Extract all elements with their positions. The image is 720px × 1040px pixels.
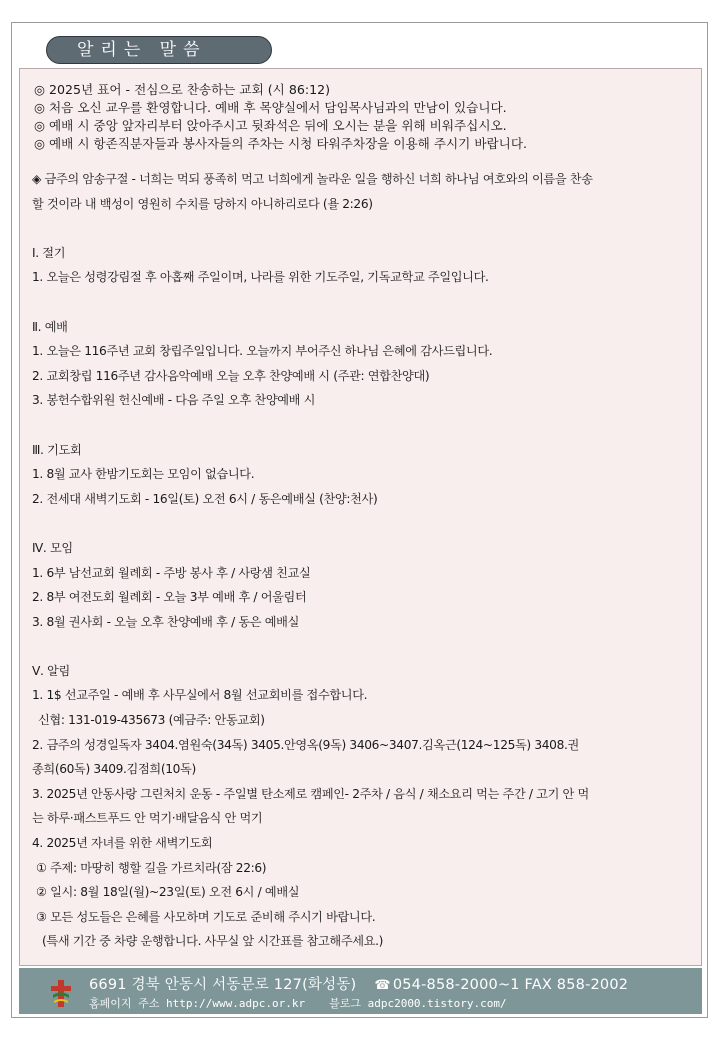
list-item: 1. 오늘은 116주년 교회 창립주일입니다. 오늘까지 부어주신 하나님 은혜에 감사드립니다. bbox=[32, 344, 493, 359]
list-item: ③ 모든 성도들은 은혜를 사모하며 기도로 준비해 주시기 바랍니다. bbox=[36, 909, 376, 924]
notice-welcome: ◎ 처음 오신 교우를 환영합니다. 예배 후 목양실에서 담임목사님과의 만남이 있습니다. bbox=[34, 100, 507, 115]
church-web-links bbox=[89, 995, 507, 1011]
address-text: 6691 경북 안동시 서동문로 127(화성동) bbox=[89, 977, 357, 993]
section-title: 알리는 말씀 bbox=[46, 36, 272, 64]
list-item: 신협: 131-019-435673 (예금주: 안동교회) bbox=[38, 713, 265, 728]
list-item: 1. 1$ 선교주일 - 예배 후 사무실에서 8월 선교회비를 접수합니다. bbox=[32, 688, 368, 703]
section-heading-prayer: Ⅲ. 기도회 bbox=[32, 442, 82, 457]
section-heading-meetings: Ⅳ. 모임 bbox=[32, 540, 73, 555]
list-item: 는 하루·패스트푸드 안 먹기·배달음식 안 먹기 bbox=[32, 811, 263, 826]
church-cross-logo-icon bbox=[49, 978, 73, 1008]
list-item: 1. 오늘은 성령강림절 후 아홉째 주일이며, 나라를 위한 기도주일, 기독교학교 주일입니다. bbox=[32, 270, 489, 285]
notice-motto: ◎ 2025년 표어 - 전심으로 찬송하는 교회 (시 86:12) bbox=[34, 82, 331, 97]
section-heading-worship: Ⅱ. 예배 bbox=[32, 319, 68, 334]
list-item: 3. 8월 권사회 - 오늘 오후 찬양예배 후 / 동은 예배실 bbox=[32, 614, 299, 629]
list-item: ② 일시: 8월 18일(월)~23일(토) 오전 6시 / 예배실 bbox=[36, 885, 300, 900]
memory-verse-line-2: 할 것이라 내 백성이 영원히 수치를 당하지 아니하리로다 (욜 2:26) bbox=[32, 196, 373, 211]
list-item: 3. 2025년 안동사랑 그린처치 운동 - 주일별 탄소제로 캠페인- 2주차 / 음식 / 채소요리 먹는 주간 / 고기 안 먹 bbox=[32, 786, 589, 801]
list-item: 1. 8월 교사 한밤기도회는 모임이 없습니다. bbox=[32, 467, 255, 482]
blog-link[interactable]: 블로그 adpc2000.tistory.com/ bbox=[329, 997, 507, 1010]
phone-icon: ☎ bbox=[374, 978, 391, 993]
notice-parking: ◎ 예배 시 항존직분자들과 봉사자들의 주차는 시청 타워주차장을 이용해 주시기 바랍니다. bbox=[34, 136, 527, 151]
list-item: 2. 전세대 새벽기도회 - 16일(토) 오전 6시 / 동은예배실 (찬양:천사) bbox=[32, 491, 378, 506]
list-item: 1. 6부 남선교회 월례회 - 주방 봉사 후 / 사랑샘 친교실 bbox=[32, 565, 311, 580]
list-item: 2. 금주의 성경일독자 3404.염원숙(34독) 3405.안영옥(9독) 3406~3407.김옥근(124~125독) 3408.권 bbox=[32, 737, 579, 752]
church-address bbox=[89, 973, 628, 994]
church-footer bbox=[19, 968, 702, 1014]
announcements-panel bbox=[19, 68, 702, 966]
list-item: 종희(60독) 3409.김점희(10독) bbox=[32, 762, 196, 777]
list-item: 2. 8부 여전도회 월례회 - 오늘 3부 예배 후 / 어울림터 bbox=[32, 590, 307, 605]
phone-fax-text: 054-858-2000~1 FAX 858-2002 bbox=[392, 977, 629, 993]
list-item: 3. 봉헌수합위원 헌신예배 - 다음 주일 오후 찬양예배 시 bbox=[32, 393, 316, 408]
memory-verse-line-1: ◈ 금주의 암송구절 - 너희는 먹되 풍족히 먹고 너희에게 놀라운 일을 행하신 너희 하나님 여호와의 이름을 찬송 bbox=[32, 172, 593, 186]
list-item: 2. 교회창립 116주년 감사음악예배 오늘 오후 찬양예배 시 (주관: 연합찬양대) bbox=[32, 368, 430, 383]
list-item: (특새 기간 중 차량 운행합니다. 사무실 앞 시간표를 참고해주세요.) bbox=[42, 934, 384, 949]
section-heading-announcements: Ⅴ. 알림 bbox=[32, 663, 70, 678]
list-item: 4. 2025년 자녀를 위한 새벽기도회 bbox=[32, 836, 213, 851]
section-heading-season: Ⅰ. 절기 bbox=[32, 245, 66, 260]
notice-seating: ◎ 예배 시 중앙 앞자리부터 앉아주시고 뒷좌석은 뒤에 오시는 분을 위해 비워주십시오. bbox=[34, 118, 507, 133]
list-item: ① 주제: 마땅히 행할 길을 가르치라(잠 22:6) bbox=[36, 860, 267, 875]
homepage-link[interactable]: 홈페이지 주소 http://www.adpc.or.kr bbox=[89, 997, 306, 1010]
